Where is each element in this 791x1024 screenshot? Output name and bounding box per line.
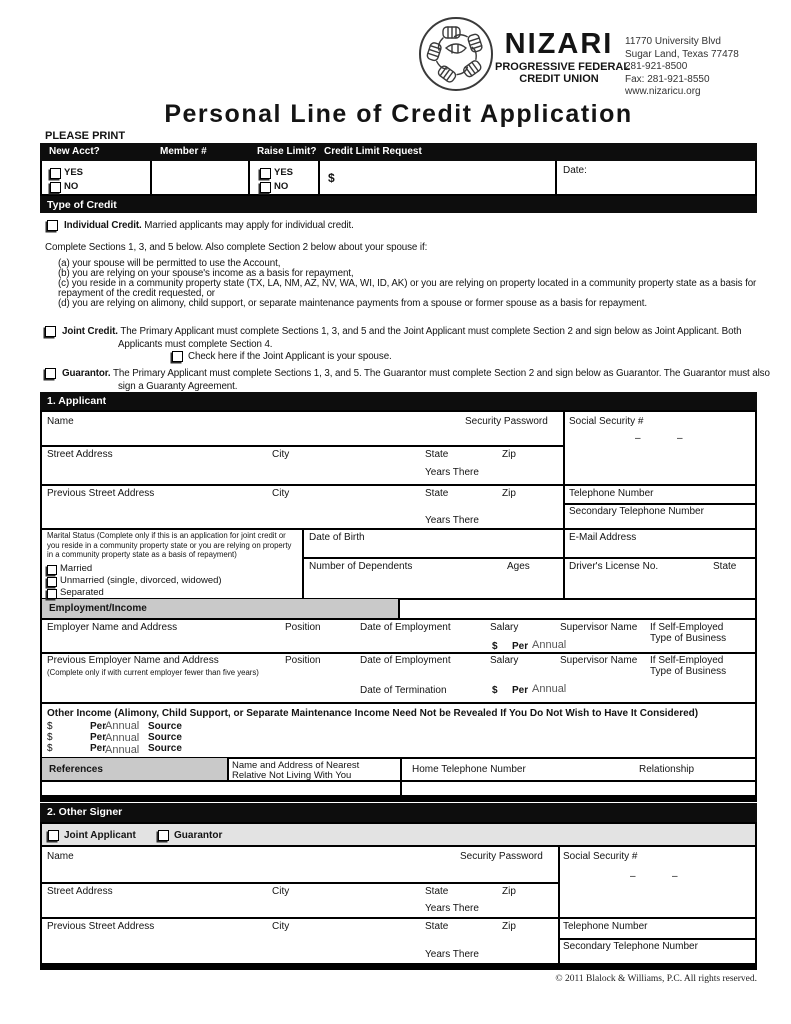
city-label: City [272, 886, 290, 897]
separated-label: Separated [60, 587, 104, 598]
joint-applicant-label: Joint Applicant [64, 830, 136, 841]
marital-status-note: Marital Status (Complete only if this is an application for joint credit or you reside in a community property state or you are relying on property in a community property state as a basis of repayment) [47, 531, 292, 560]
references-title: References [49, 764, 103, 775]
complete-sections-text: Complete Sections 1, 3, and 5 below. Also complete Section 2 below about your spouse if: [45, 242, 428, 253]
ssn-dash: – [672, 871, 678, 882]
income-period-value[interactable]: Annual [105, 732, 140, 744]
grid-line [302, 557, 755, 559]
salary-dollar-sign: $ [492, 641, 498, 652]
applicant-table [40, 410, 757, 802]
guarantor2-checkbox[interactable] [158, 830, 169, 841]
grid-line [42, 917, 755, 919]
individual-credit-checkbox[interactable] [47, 220, 58, 231]
section2-bar [40, 803, 757, 822]
telephone-field[interactable] [563, 931, 748, 936]
dependents-label: Number of Dependents [309, 561, 413, 572]
income-per-label: Per [90, 732, 107, 743]
state-label: State [425, 921, 449, 932]
years-there-label: Years There [425, 467, 479, 478]
type-of-credit-bar [40, 196, 757, 213]
section2-title: 2. Other Signer [47, 806, 123, 818]
self-employed-label2: Type of Business [650, 666, 727, 677]
prev-street-label: Previous Street Address [47, 921, 155, 932]
position-label: Position [285, 622, 321, 633]
income-period-value[interactable]: Annual [105, 744, 140, 756]
other-signer-table [40, 845, 757, 970]
new-acct-no-checkbox[interactable] [50, 182, 61, 193]
income-per-label: Per [90, 743, 107, 754]
condition-d-text: (d) you are relying on alimony, child support, or separate maintenance payments from a spouse or former spouse as a basis for repayment. [58, 298, 648, 309]
income-period-value[interactable]: Annual [105, 720, 140, 732]
condition-a-text: (a) your spouse will be permitted to use the Account, [58, 258, 281, 269]
nearest-relative-label1: Name and Address of Nearest [232, 760, 360, 771]
org-address-block [625, 36, 739, 99]
income-source-field[interactable] [182, 743, 482, 753]
guarantor-checkbox[interactable] [45, 368, 56, 379]
name-field[interactable] [47, 426, 457, 444]
org-name-block [495, 28, 631, 85]
secondary-telephone-field[interactable] [563, 951, 748, 961]
nearest-relative-label2: Relative Not Living With You [232, 770, 352, 781]
ages-label: Ages [507, 561, 530, 572]
grid-line [42, 618, 755, 620]
dl-state-label: State [713, 561, 737, 572]
joint-spouse-text: Check here if the Joint Applicant is your spouse. [188, 351, 392, 362]
state-label: State [425, 488, 449, 499]
condition-c2-text: repayment of the credit requested, or [58, 288, 215, 299]
hands-globe-logo-icon [416, 14, 496, 94]
date-field[interactable] [590, 161, 753, 194]
married-label: Married [60, 563, 93, 574]
income-source-field[interactable] [182, 721, 482, 731]
security-password-label: Security Password [460, 851, 543, 862]
telephone-field[interactable] [569, 498, 749, 502]
salary-per-label: Per [512, 641, 529, 652]
guarantor-text: The Primary Applicant must complete Sections 1, 3, and 5. The Guarantor must complete Section 2 and sign below as Guarantor. The Guarantor must also [113, 368, 770, 379]
salary-per-label: Per [512, 685, 529, 696]
unmarried-label: Unmarried (single, divorced, widowed) [60, 575, 222, 586]
member-number-field[interactable] [152, 161, 248, 194]
secondary-telephone-field[interactable] [569, 516, 749, 526]
grid-line [42, 484, 755, 486]
section1-bar [40, 392, 757, 410]
city-label: City [272, 921, 290, 932]
grid-line [42, 445, 563, 447]
email-label: E-Mail Address [569, 532, 637, 543]
org-line3: CREDIT UNION [519, 73, 599, 85]
dob-label: Date of Birth [309, 532, 365, 543]
zip-label: Zip [502, 886, 516, 897]
individual-credit-line [64, 220, 354, 231]
prev-employer-note: (Complete only if with current employer fewer than five years) [47, 668, 259, 677]
years-there-label: Years There [425, 515, 479, 526]
years-there-label: Years There [425, 949, 479, 960]
grid-line [563, 503, 755, 505]
income-dollar-sign: $ [47, 732, 53, 743]
salary-label: Salary [490, 622, 519, 633]
grid-line [42, 882, 558, 884]
guarantor2-label: Guarantor [174, 830, 223, 841]
income-source-label: Source [148, 732, 182, 743]
fax-number: Fax: 281-921-8550 [625, 73, 710, 85]
employment-income-title: Employment/Income [49, 603, 147, 614]
prev-street-field[interactable] [47, 931, 552, 959]
ssn-label: Social Security # [563, 851, 638, 862]
condition-b-text: (b) you are relying on your spouse's income as a basis for repayment, [58, 268, 354, 279]
unmarried-checkbox[interactable] [47, 577, 57, 587]
credit-limit-amount-field[interactable] [338, 161, 553, 194]
date-employment-label: Date of Employment [360, 622, 451, 633]
ssn-dash: – [630, 871, 636, 882]
joint-credit-checkbox[interactable] [45, 326, 56, 337]
employer-label: Employer Name and Address [47, 622, 178, 633]
grid-line [42, 528, 755, 530]
raise-limit-yes-checkbox[interactable] [260, 168, 271, 179]
zip-label: Zip [502, 921, 516, 932]
income-source-label: Source [148, 743, 182, 754]
income-source-field[interactable] [182, 732, 482, 742]
account-info-header [40, 143, 757, 161]
website-link: www.nizaricu.org [625, 86, 701, 97]
secondary-telephone-label: Secondary Telephone Number [569, 506, 704, 517]
home-telephone-field[interactable] [402, 781, 755, 796]
date-employment-label: Date of Employment [360, 655, 451, 666]
street-label: Street Address [47, 449, 113, 460]
credit-limit-dollar-sign: $ [328, 171, 335, 185]
prev-employer-label: Previous Employer Name and Address [47, 655, 219, 666]
self-employed-label1: If Self-Employed [650, 655, 724, 666]
prev-employer-field[interactable] [47, 678, 277, 698]
member-header: Member # [160, 146, 207, 157]
dob-field[interactable] [309, 542, 559, 556]
raise-limit-yes-label: YES [274, 167, 294, 178]
new-acct-yes-checkbox[interactable] [50, 168, 61, 179]
copyright-footer: © 2011 Blalock & Williams, P.C. All rights reserved. [555, 974, 757, 984]
supervisor-label: Supervisor Name [560, 622, 638, 633]
relative-field[interactable] [42, 781, 399, 796]
name-field[interactable] [47, 861, 452, 879]
salary-dollar-sign: $ [492, 685, 498, 696]
credit-limit-header: Credit Limit Request [324, 146, 422, 157]
zip-label: Zip [502, 449, 516, 460]
security-password-label: Security Password [465, 416, 548, 427]
date-label: Date: [563, 165, 587, 176]
telephone-label: Telephone Number [563, 921, 648, 932]
prev-street-label: Previous Street Address [47, 488, 155, 499]
married-checkbox[interactable] [47, 565, 57, 575]
org-name: NIZARI [504, 28, 614, 60]
zip-label: Zip [502, 488, 516, 499]
address-line2: Sugar Land, Texas 77478 [625, 48, 739, 60]
grid-line [227, 757, 229, 780]
ssn-field[interactable] [563, 861, 748, 911]
drivers-license-field[interactable] [569, 572, 749, 596]
salary-label: Salary [490, 655, 519, 666]
grid-line [563, 412, 565, 598]
self-employed-label1: If Self-Employed [650, 622, 724, 633]
joint-credit-line [62, 326, 741, 337]
income-dollar-sign: $ [47, 743, 53, 754]
condition-c-text: (c) you reside in a community property state (TX, LA, NM, AZ, NV, WA, WI, ID, AK) or you are relying on property located in a community property state as a basis for [58, 278, 757, 289]
salary-period-value[interactable]: Annual [532, 639, 567, 651]
income-per-label: Per [90, 721, 107, 732]
other-income-title: Other Income (Alimony, Child Support, or Separate Maintenance Income Need Not be Revealed If You Do Not Wish to Have It Considered) [47, 708, 699, 719]
ssn-label: Social Security # [569, 416, 644, 427]
state-label: State [425, 449, 449, 460]
grid-line [558, 938, 755, 940]
page-title: Personal Line of Credit Application [164, 100, 633, 128]
account-info-table [40, 143, 757, 196]
org-line2: PROGRESSIVE FEDERAL [495, 61, 631, 73]
telephone-label: Telephone Number [569, 488, 654, 499]
secondary-telephone-label: Secondary Telephone Number [563, 941, 698, 952]
guarantor-label: Guarantor. [62, 368, 111, 379]
years-there-label: Years There [425, 903, 479, 914]
dependents-field[interactable] [309, 572, 559, 596]
name-label: Name [47, 416, 74, 427]
grid-line [302, 528, 304, 598]
raise-limit-header: Raise Limit? [257, 146, 317, 157]
grid-line [42, 652, 755, 654]
income-dollar-sign: $ [47, 721, 53, 732]
street-field[interactable] [47, 459, 557, 483]
grid-line [558, 847, 560, 963]
grid-line [318, 161, 320, 194]
street-label: Street Address [47, 886, 113, 897]
joint-credit-text: The Primary Applicant must complete Sections 1, 3, and 5 and the Joint Applicant must complete Section 2 and sign below as Joint Applicant. Both [120, 326, 742, 337]
city-label: City [272, 488, 290, 499]
separated-checkbox[interactable] [47, 589, 57, 599]
street-field[interactable] [47, 896, 552, 916]
type-of-credit-title: Type of Credit [47, 199, 117, 211]
raise-limit-no-checkbox[interactable] [260, 182, 271, 193]
ssn-dash: – [635, 433, 641, 444]
guarantor-line [62, 368, 770, 379]
position-label: Position [285, 655, 321, 666]
individual-credit-text: Married applicants may apply for individual credit. [144, 220, 354, 231]
joint-credit-text2: Applicants must complete Section 4. [118, 339, 273, 350]
other-signer-type-row [40, 822, 757, 847]
prev-salary-period-value[interactable]: Annual [532, 683, 567, 695]
please-print-label: PLEASE PRINT [45, 130, 126, 142]
individual-credit-label: Individual Credit. [64, 220, 142, 231]
supervisor-label: Supervisor Name [560, 655, 638, 666]
address-line1: 11770 University Blvd [625, 36, 721, 47]
grid-line [555, 161, 557, 194]
grid-line [398, 598, 400, 618]
joint-credit-label: Joint Credit. [62, 326, 118, 337]
section1-title: 1. Applicant [47, 395, 107, 407]
relationship-label: Relationship [639, 764, 695, 775]
phone-number: 281-921-8500 [625, 61, 688, 72]
ssn-dash: – [677, 433, 683, 444]
self-employed-label2: Type of Business [650, 633, 727, 644]
state-label: State [425, 886, 449, 897]
prev-street-field[interactable] [47, 498, 557, 526]
new-acct-header: New Acct? [49, 146, 100, 157]
employer-field[interactable] [47, 634, 277, 650]
grid-line [42, 702, 755, 704]
grid-line [248, 161, 250, 194]
new-acct-yes-label: YES [64, 167, 84, 178]
guarantor-text2: sign a Guaranty Agreement. [118, 381, 238, 392]
joint-spouse-checkbox[interactable] [172, 351, 183, 362]
income-source-label: Source [148, 721, 182, 732]
email-field[interactable] [569, 542, 749, 556]
home-telephone-label: Home Telephone Number [412, 764, 526, 775]
raise-limit-no-label: NO [274, 181, 289, 192]
joint-applicant-checkbox[interactable] [48, 830, 59, 841]
city-label: City [272, 449, 290, 460]
drivers-license-label: Driver's License No. [569, 561, 659, 572]
date-termination-label: Date of Termination [360, 685, 447, 696]
ssn-field[interactable] [569, 426, 749, 476]
new-acct-no-label: NO [64, 181, 79, 192]
name-label: Name [47, 851, 74, 862]
